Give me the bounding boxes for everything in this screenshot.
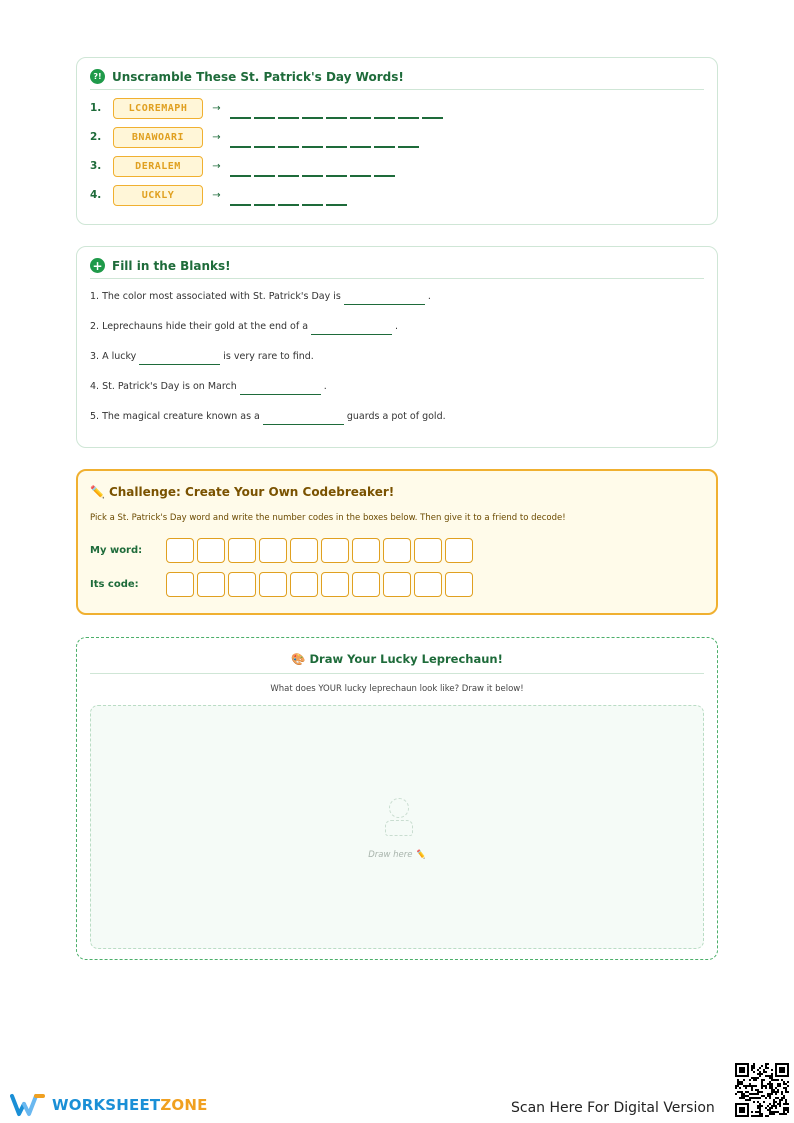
its-code-boxes xyxy=(166,572,473,597)
answer-blanks[interactable] xyxy=(230,204,347,206)
fill-blank-sentence xyxy=(90,291,431,302)
draw-here-hint: Draw here ✏️ xyxy=(368,850,426,860)
sentence-end: . xyxy=(395,321,399,332)
sentence-end: . xyxy=(323,381,327,392)
word-letter-box[interactable] xyxy=(259,538,287,563)
letter-blank[interactable] xyxy=(350,175,371,177)
challenge-description: Pick a St. Patrick's Day word and write the number codes in the boxes below. Then give it to a friend to decode! xyxy=(90,513,566,523)
worksheetzone-logo[interactable] xyxy=(10,1092,208,1118)
letter-blank[interactable] xyxy=(326,175,347,177)
draw-heading xyxy=(77,652,717,666)
letter-blank[interactable] xyxy=(326,146,347,148)
letter-blank[interactable] xyxy=(230,175,251,177)
its-code-label: Its code: xyxy=(90,579,139,590)
letter-blank[interactable] xyxy=(302,146,323,148)
item-number: 3. xyxy=(90,160,102,172)
letter-blank[interactable] xyxy=(326,117,347,119)
draw-section xyxy=(76,637,718,960)
code-number-box[interactable] xyxy=(290,572,318,597)
placeholder-head xyxy=(389,798,409,818)
challenge-heading xyxy=(90,485,394,499)
unscramble-row xyxy=(90,155,395,177)
question-badge-icon: ?! xyxy=(90,69,105,84)
person-placeholder-icon xyxy=(385,798,413,838)
answer-blank[interactable] xyxy=(344,304,425,306)
answer-blanks[interactable] xyxy=(230,146,419,148)
fill-blank-sentence xyxy=(90,381,327,392)
sentence-start: 2. Leprechauns hide their gold at the end of a xyxy=(90,321,309,332)
word-letter-box[interactable] xyxy=(383,538,411,563)
letter-blank[interactable] xyxy=(350,117,371,119)
sentence-start: 3. A lucky xyxy=(90,351,137,362)
letter-blank[interactable] xyxy=(374,175,395,177)
sentence-start: 5. The magical creature known as a xyxy=(90,411,260,422)
placeholder-body xyxy=(385,820,413,836)
my-word-row xyxy=(90,538,473,563)
answer-blank[interactable] xyxy=(311,334,392,336)
pencil-icon: ✏️ xyxy=(90,485,105,499)
my-word-label: My word: xyxy=(90,545,143,556)
scrambled-word: LCOREMAPH xyxy=(113,98,203,119)
arrow-icon: → xyxy=(212,189,221,201)
unscramble-heading xyxy=(90,69,404,84)
letter-blank[interactable] xyxy=(254,146,275,148)
letter-blank[interactable] xyxy=(254,204,275,206)
word-letter-box[interactable] xyxy=(352,538,380,563)
unscramble-row xyxy=(90,126,419,148)
letter-blank[interactable] xyxy=(278,146,299,148)
sentence-end: . xyxy=(427,291,431,302)
palette-icon: 🎨 xyxy=(291,652,306,666)
word-letter-box[interactable] xyxy=(321,538,349,563)
letter-blank[interactable] xyxy=(278,175,299,177)
code-number-box[interactable] xyxy=(352,572,380,597)
fill-blank-sentence xyxy=(90,351,314,362)
word-letter-box[interactable] xyxy=(414,538,442,563)
my-word-boxes xyxy=(166,538,473,563)
arrow-icon: → xyxy=(212,102,221,114)
item-number: 2. xyxy=(90,131,102,143)
code-number-box[interactable] xyxy=(259,572,287,597)
code-number-box[interactable] xyxy=(383,572,411,597)
logo-w-icon xyxy=(10,1092,46,1118)
draw-title: Draw Your Lucky Leprechaun! xyxy=(309,652,503,666)
code-number-box[interactable] xyxy=(197,572,225,597)
letter-blank[interactable] xyxy=(254,117,275,119)
scrambled-word: BNAWOARI xyxy=(113,127,203,148)
challenge-title: Challenge: Create Your Own Codebreaker! xyxy=(108,485,395,499)
code-number-box[interactable] xyxy=(414,572,442,597)
letter-blank[interactable] xyxy=(230,146,251,148)
letter-blank[interactable] xyxy=(326,204,347,206)
plus-badge-icon: + xyxy=(90,258,105,273)
fill-blank-sentence xyxy=(90,321,398,332)
arrow-icon: → xyxy=(212,160,221,172)
fill-blanks-title: Fill in the Blanks! xyxy=(112,258,231,273)
divider xyxy=(90,673,704,674)
logo-text-part1: WORKSHEET xyxy=(52,1096,161,1114)
word-letter-box[interactable] xyxy=(228,538,256,563)
sentence-end: guards a pot of gold. xyxy=(346,411,446,422)
logo-text-part2: ZONE xyxy=(160,1096,208,1114)
draw-subtitle: What does YOUR lucky leprechaun look like? Draw it below! xyxy=(270,684,524,694)
letter-blank[interactable] xyxy=(374,146,395,148)
divider xyxy=(90,278,704,279)
scrambled-word: DERALEM xyxy=(113,156,203,177)
letter-blank[interactable] xyxy=(278,204,299,206)
sentence-end: is very rare to find. xyxy=(223,351,314,362)
letter-blank[interactable] xyxy=(350,146,371,148)
fill-blank-sentence xyxy=(90,411,446,422)
word-letter-box[interactable] xyxy=(290,538,318,563)
scan-instruction: Scan Here For Digital Version xyxy=(511,1100,715,1116)
unscramble-section xyxy=(76,57,718,225)
letter-blank[interactable] xyxy=(302,117,323,119)
answer-blank[interactable] xyxy=(240,394,321,396)
answer-blanks[interactable] xyxy=(230,175,395,177)
answer-blank[interactable] xyxy=(139,364,220,366)
its-code-row xyxy=(90,572,473,597)
item-number: 4. xyxy=(90,189,102,201)
answer-blanks[interactable] xyxy=(230,117,443,119)
fill-blanks-section xyxy=(76,246,718,448)
challenge-section xyxy=(76,469,718,615)
letter-blank[interactable] xyxy=(398,117,419,119)
letter-blank[interactable] xyxy=(398,146,419,148)
letter-blank[interactable] xyxy=(230,117,251,119)
unscramble-row xyxy=(90,97,443,119)
sentence-start: 1. The color most associated with St. Patrick's Day is xyxy=(90,291,341,302)
answer-blank[interactable] xyxy=(263,424,344,426)
unscramble-title: Unscramble These St. Patrick's Day Words! xyxy=(112,69,404,84)
sentence-start: 4. St. Patrick's Day is on March xyxy=(90,381,237,392)
letter-blank[interactable] xyxy=(230,204,251,206)
logo-text xyxy=(52,1096,208,1114)
code-number-box[interactable] xyxy=(166,572,194,597)
unscramble-row xyxy=(90,184,347,206)
letter-blank[interactable] xyxy=(374,117,395,119)
scrambled-word: UCKLY xyxy=(113,185,203,206)
code-number-box[interactable] xyxy=(445,572,473,597)
fill-blanks-heading xyxy=(90,258,231,273)
code-number-box[interactable] xyxy=(321,572,349,597)
divider xyxy=(90,89,704,90)
letter-blank[interactable] xyxy=(254,175,275,177)
drawing-area[interactable] xyxy=(90,705,704,949)
word-letter-box[interactable] xyxy=(166,538,194,563)
word-letter-box[interactable] xyxy=(445,538,473,563)
code-number-box[interactable] xyxy=(228,572,256,597)
item-number: 1. xyxy=(90,102,102,114)
word-letter-box[interactable] xyxy=(197,538,225,563)
qr-code[interactable] xyxy=(735,1063,789,1117)
letter-blank[interactable] xyxy=(302,204,323,206)
arrow-icon: → xyxy=(212,131,221,143)
letter-blank[interactable] xyxy=(422,117,443,119)
letter-blank[interactable] xyxy=(278,117,299,119)
letter-blank[interactable] xyxy=(302,175,323,177)
